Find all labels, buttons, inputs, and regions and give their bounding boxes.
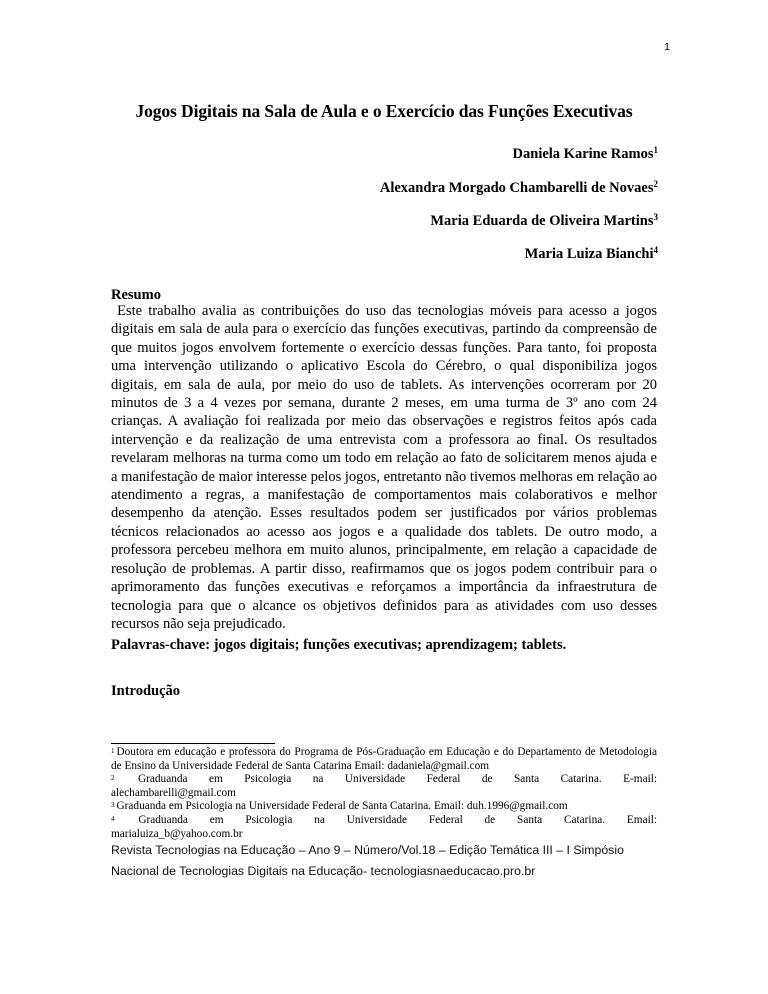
footnote-marker[interactable]: 3 (653, 212, 658, 222)
author-name: Daniela Karine Ramos (512, 146, 654, 162)
footnote-4 (111, 814, 657, 841)
footnote-number: 1 (111, 747, 115, 755)
author-name: Maria Eduarda de Oliveira Martins (430, 213, 654, 229)
journal-footer-line-2: Nacional de Tecnologias Digitais na Educação- tecnologiasnaeducacao.pro.br (111, 864, 536, 878)
footnote-email[interactable]: marialuiza_b@yahoo.com.br (111, 827, 243, 840)
author-1 (100, 146, 658, 163)
author-name: Maria Luiza Bianchi (524, 246, 654, 262)
paper-title: Jogos Digitais na Sala de Aula e o Exercício das Funções Executivas (135, 101, 633, 121)
footnote-number: 3 (111, 801, 115, 810)
footnote-text: Graduanda em Psicologia na Universidade Federal de Santa Catarina. Email: duh.1996@gmail.com (116, 800, 568, 813)
author-4 (100, 246, 658, 263)
footnote-email[interactable]: alechambarelli@gmail.com (111, 786, 236, 799)
footnote-marker[interactable]: 1 (653, 145, 658, 155)
footnote-2 (111, 773, 657, 800)
author-3 (100, 213, 658, 230)
footnote-text: Graduanda em Psicologia na Universidade Federal de Santa Catarina. Email: (138, 813, 658, 826)
footnote-1 (111, 746, 657, 773)
section-heading-introduction: Introdução (111, 683, 181, 699)
footnote-number: 4 (111, 814, 115, 823)
footnote-text: Graduanda em Psicologia na Universidade Federal de Santa Catarina. E-mail: (137, 773, 658, 786)
footnotes (111, 746, 657, 841)
keywords: Palavras-chave: jogos digitais; funções executivas; aprendizagem; tablets. (111, 637, 567, 653)
footnote-text: Doutora em educação e professora do Programa de Pós-Graduação em Educação e do Departamento de Metodologia de Ensino da Universidade Federal de Santa Catarina Email: dadaniela@gmail.com (111, 746, 657, 772)
footnote-line (111, 814, 657, 828)
footnote-marker[interactable]: 4 (653, 245, 658, 255)
abstract-text: Este trabalho avalia as contribuições do uso das tecnologias móveis para acesso a jogos digitais em sala de aula para o exercício das funções executivas, partindo da compreensão de que muitos jogos envolvem fortemente o exercício dessas funções. Para tanto, foi proposta uma intervenção utilizando o aplicativo Escola do Cérebro, o qual disponibiliza jogos digitais, em sala de aula, por meio do uso de tablets. As intervenções ocorreram por 20 minutos de 3 a 4 vezes por semana, durante 2 meses, em uma turma de 3º ano com 24 crianças. A avaliação foi realizada por meio das observações e registros feitos após cada intervenção e da realização de uma entrevista com a professora ao final. Os resultados revelaram melhoras na turma como um todo em relação ao fato de solicitarem menos ajuda e a manifestação de maior interesse pelos jogos, entretanto não tivemos melhoras em relação ao atendimento a regras, a manifestação de comportamentos mais colaborativos e melhor desempenho da atenção. Esses resultados podem ser justificados por vários problemas técnicos relacionados ao acesso aos jogos e a qualidade dos tablets. De outro modo, a professora percebeu melhora em muito alunos, principalmente, em relação a capacidade de resolução de problemas. A partir disso, reafirmamos que os jogos podem contribuir para o aprimoramento das funções executivas e reforçamos a importância da infraestrutura de tecnologia para que o alcance os objetivos definidos para as atividades com uso desses recursos não seja prejudicado. (111, 303, 661, 632)
author-2 (100, 180, 658, 197)
footnote-number: 2 (111, 774, 115, 783)
footnote-marker[interactable]: 2 (653, 179, 658, 189)
footnote-3 (111, 800, 657, 814)
footnote-divider (111, 743, 275, 744)
page-number: 1 (664, 41, 670, 53)
journal-footer (111, 840, 671, 882)
author-name: Alexandra Morgado Chambarelli de Novaes (379, 180, 654, 196)
journal-footer-line-1: Revista Tecnologias na Educação – Ano 9 – Número/Vol.18 – Edição Temática III – I Simpósio (111, 843, 624, 857)
footnote-line (111, 773, 657, 787)
abstract-heading: Resumo (111, 287, 161, 303)
